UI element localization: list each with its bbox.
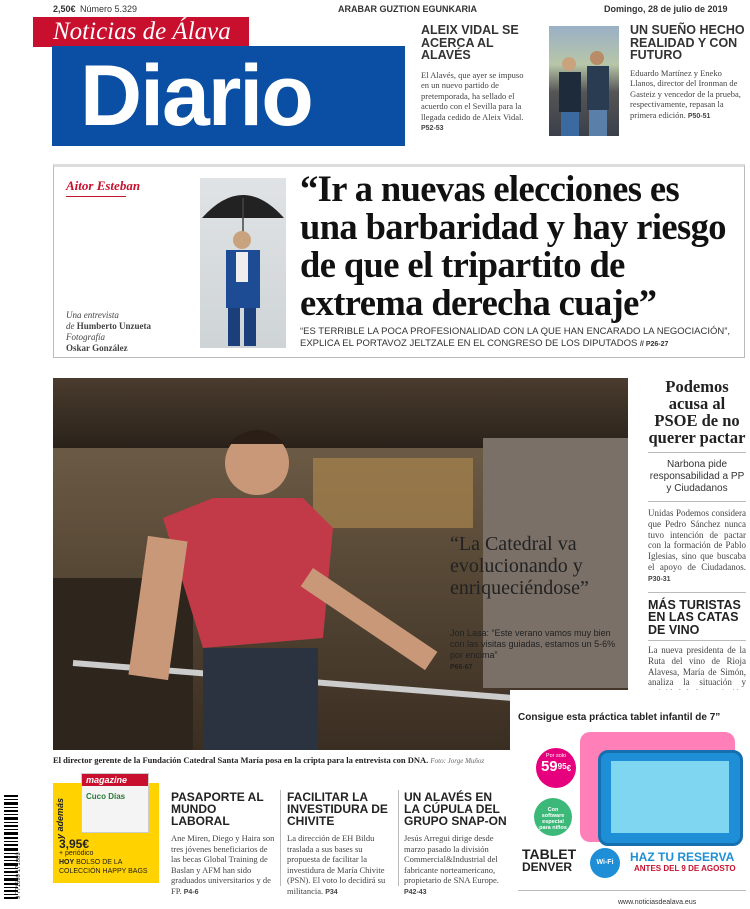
story-snap-on[interactable] bbox=[404, 791, 510, 898]
brand-small: Noticias de Álava bbox=[33, 17, 249, 47]
story-body: Jesús Arregui dirige desde marzo pasado la división Commercial&Industrial del fabricante norteamericano, propietario de SNA Europe. P42-43 bbox=[404, 833, 499, 896]
divider bbox=[280, 790, 281, 886]
website[interactable]: www.noticiasdealava.eus bbox=[618, 899, 697, 906]
interview-credits: Una entrevista de Humberto Unzueta Fotografía Oskar González bbox=[66, 310, 151, 353]
teaser-body: Eduardo Martínez y Eneko Llanos, director del Ironman de Gasteiz y vencedor de la prueba, respectivamente, repasan la primera edición. P50-51 bbox=[630, 67, 741, 120]
story-body: La dirección de EH Bildu traslada a sus bases su propuesta de facilitar la investidura de María Chivite (PSN). El voto lo decidirá su militancia. P34 bbox=[287, 833, 386, 896]
photo-caption: El director gerente de la Fundación Catedral Santa María posa en la cripta para la entrevista con DNA. Foto: Jorge Muñoz bbox=[53, 755, 485, 765]
brand-big: Diario bbox=[80, 48, 312, 144]
photo-quote-sub: Jon Lasa: “Este verano vamos muy bien con las visitas guiadas, estamos un 5-6% por encima” P66-67 bbox=[450, 628, 616, 671]
promo-box[interactable] bbox=[53, 775, 159, 883]
interview-headline[interactable]: “Ir a nuevas elecciones es una barbaridad y hay riesgo de que el tripartito de extrema derecha cuaje” bbox=[300, 168, 726, 323]
software-badge: Con software especial para niños bbox=[534, 798, 572, 836]
teaser-aleix-vidal[interactable] bbox=[421, 24, 533, 135]
issue-number: Número 5.329 bbox=[80, 4, 138, 14]
promo-price-sub: + periódico bbox=[59, 850, 94, 857]
ironman-photo bbox=[549, 26, 619, 136]
ad-cta: HAZ TU RESERVA bbox=[630, 850, 735, 864]
esteban-figure bbox=[200, 178, 286, 348]
ironman-figures bbox=[549, 26, 619, 136]
divider bbox=[66, 196, 126, 197]
divider bbox=[648, 452, 746, 453]
teaser-headline: UN SUEÑO HECHO REALIDAD Y CON FUTURO bbox=[630, 23, 745, 62]
teaser-headline: ALEIX VIDAL SE ACERCA AL ALAVÉS bbox=[421, 23, 519, 62]
tablet-screen bbox=[611, 761, 729, 833]
photo-quote[interactable]: “La Catedral va evolucionando y enriqueciéndose” bbox=[450, 533, 589, 599]
wifi-badge: Wi-Fi bbox=[590, 848, 620, 878]
ad-cta-date: ANTES DEL 9 DE AGOSTO bbox=[634, 864, 736, 873]
barcode bbox=[4, 795, 26, 899]
date: Domingo, 28 de julio de 2019 bbox=[604, 4, 728, 14]
divider bbox=[648, 640, 746, 641]
podemos-subhead: Narbona pide responsabilidad a PP y Ciudadanos bbox=[649, 459, 745, 494]
podemos-body: Unidas Podemos considera que Pedro Sánchez nunca tuvo intención de pactar con la formación de Pablo Iglesias, sino que buscaba el apoyo de Ciudadanos. P30-31 bbox=[648, 508, 746, 583]
magazine-cover: magazine Cuco Días bbox=[81, 773, 149, 833]
price-badge: Por solo $59^{95}€$ bbox=[536, 748, 576, 788]
podemos-headline[interactable]: Podemos acusa al PSOE de no querer pactar bbox=[648, 377, 746, 447]
tablet-ad[interactable] bbox=[510, 690, 750, 909]
teaser-body: El Alavés, que ayer se impuso en un nuevo partido de pretemporada, ha sellado el acuerdo con el Sevilla para la llegada cedido de Aleix Vidal. P52-53 bbox=[421, 69, 524, 132]
promo-label: HOY BOLSO DE LA COLECCIÓN HAPPY BAGS bbox=[59, 859, 148, 875]
story-chivite[interactable] bbox=[287, 791, 395, 898]
tablet-blue bbox=[598, 750, 743, 846]
story-headline: FACILITAR LA INVESTIDURA DE CHIVITE bbox=[287, 790, 388, 828]
teaser-ironman[interactable] bbox=[630, 24, 746, 122]
story-body: Ane Miren, Diego y Haira son tres jóvenes beneficiarios de las becas Global Training de Baslan y AFM han sido graduados universitarios y de FP. P4-6 bbox=[171, 833, 275, 896]
ad-brand: TABLET DENVER bbox=[522, 846, 577, 874]
barcode-number: 9 771699 171009 bbox=[16, 852, 22, 899]
story-headline: UN ALAVÉS EN LA CÚPULA DEL GRUPO SNAP-ON bbox=[404, 790, 507, 828]
tagline: ARABAR GUZTION EGUNKARIA bbox=[338, 4, 477, 14]
esteban-photo bbox=[200, 178, 286, 348]
divider bbox=[648, 501, 746, 502]
price: 2,50€ bbox=[53, 4, 76, 14]
masthead bbox=[52, 46, 405, 146]
wine-headline[interactable]: MÁS TURISTAS EN LAS CATAS DE VINO bbox=[648, 597, 741, 637]
promo-price: 3,95€ bbox=[59, 837, 90, 851]
divider bbox=[398, 790, 399, 886]
interviewee-name: Aitor Esteban bbox=[66, 178, 141, 193]
story-pasaporte[interactable] bbox=[171, 791, 277, 898]
interview-subhead: “ES TERRIBLE LA POCA PROFESIONALIDAD CON LA QUE HAN ENCARADO LA NEGOCIACIÓN”, EXPLICA EL PORTAVOZ JELTZALE EN EL CONGRESO DE LOS DIPUTADOS // P26-27 bbox=[300, 326, 731, 349]
right-column bbox=[648, 378, 746, 712]
divider bbox=[518, 890, 746, 891]
divider bbox=[648, 592, 746, 593]
promo-vertical: y además bbox=[55, 797, 65, 839]
wine-body: La nueva presidenta de la Ruta del vino de Rioja Alavesa, María de Simón, analiza la situación y bbox=[648, 645, 746, 688]
story-headline: PASAPORTE AL MUNDO LABORAL bbox=[171, 790, 264, 828]
ad-headline: Consigue esta práctica tablet infantil de 7” bbox=[518, 712, 721, 723]
